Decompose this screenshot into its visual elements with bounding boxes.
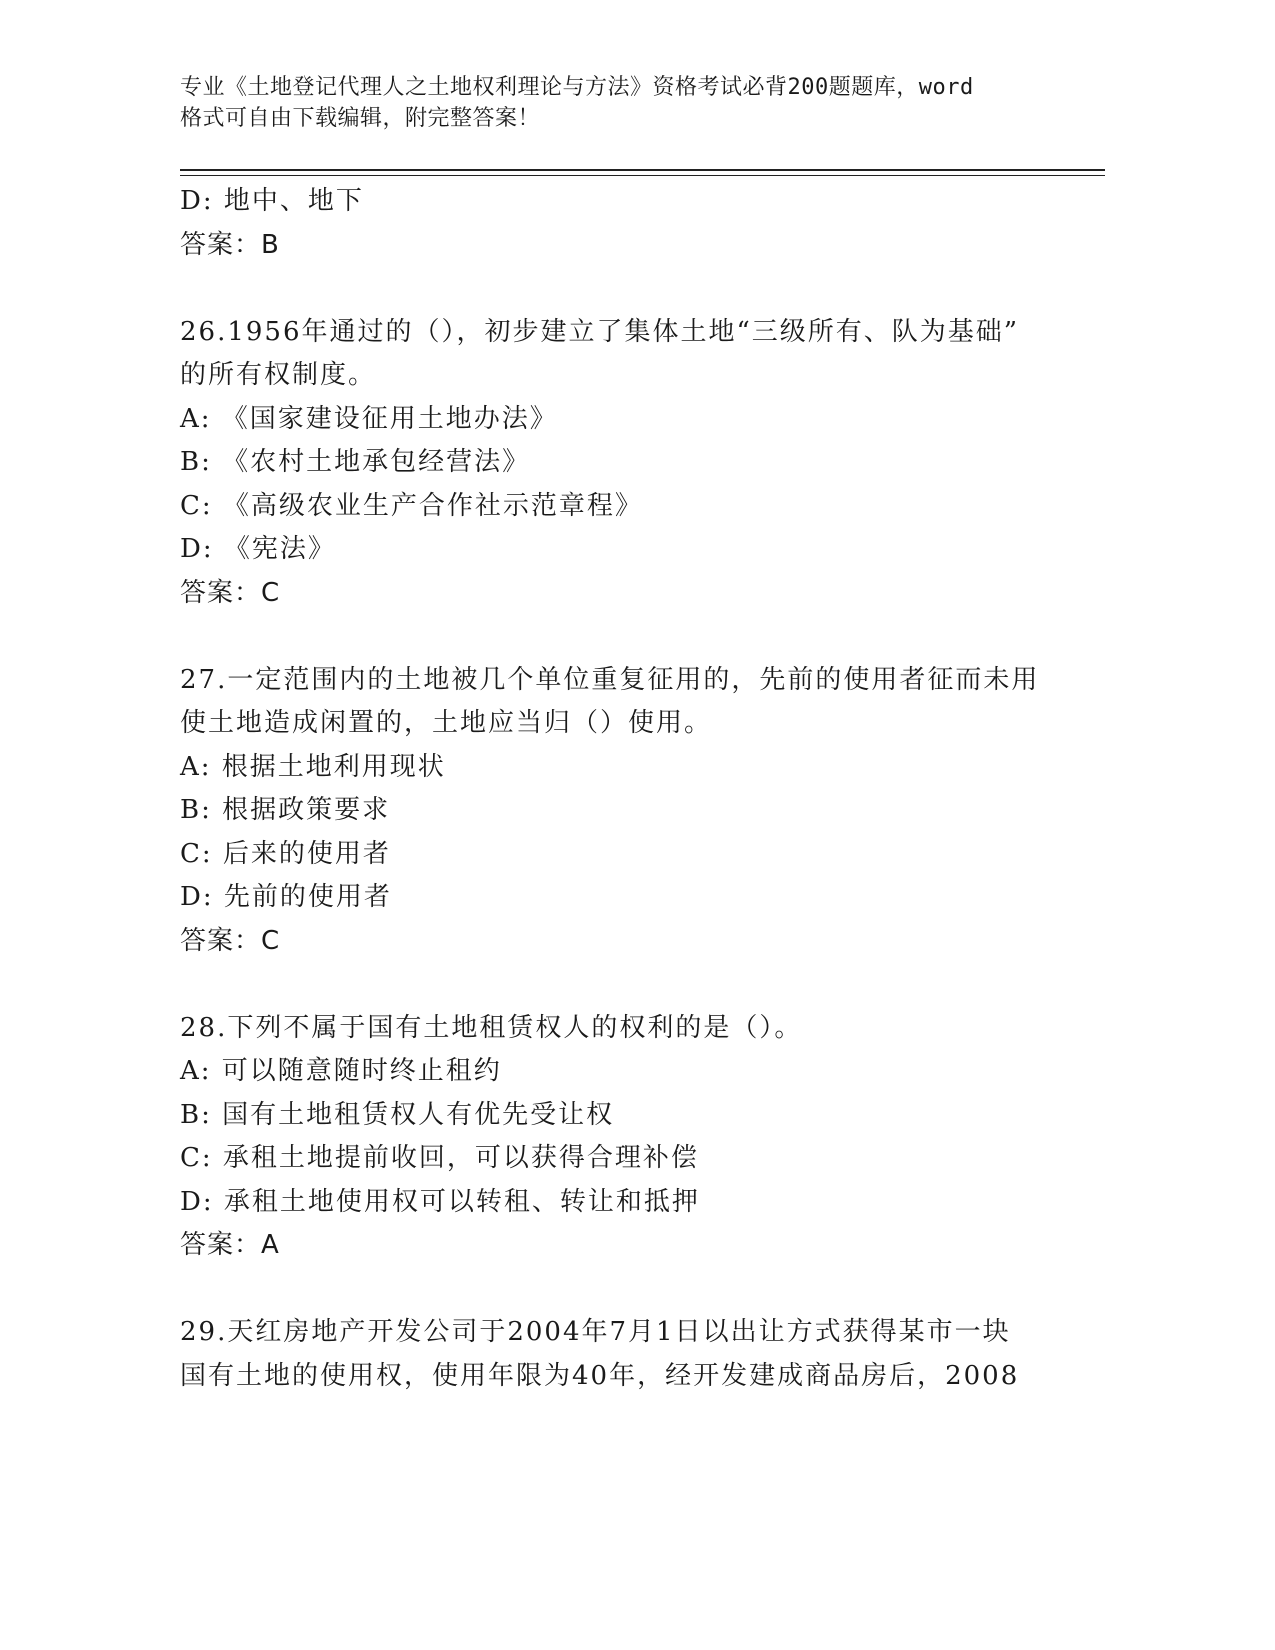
option-d: D: 《宪法》: [180, 534, 336, 564]
question-stem-line-1: 27.一定范围内的土地被几个单位重复征用的，先前的使用者征而未用: [180, 664, 1040, 695]
option-c: C: 《高级农业生产合作社示范章程》: [180, 490, 643, 521]
question-28: [180, 1007, 1060, 1268]
header-title-line-2: 格式可自由下载编辑，附完整答案！: [180, 106, 541, 131]
spacer: [180, 267, 1060, 311]
header-title-line-1: 专业《土地登记代理人之土地权利理论与方法》资格考试必背200题题库，word: [180, 75, 974, 100]
question-26: [180, 311, 1060, 616]
question-29: [180, 1311, 1060, 1398]
spacer: [180, 963, 1060, 1007]
question-25-tail: [180, 180, 1060, 267]
option-b: B: 国有土地租赁权人有优先受让权: [180, 1099, 615, 1130]
question-list: [180, 180, 1060, 1398]
question-stem-line-1: 26.1956年通过的（），初步建立了集体土地“三级所有、队为基础”: [180, 316, 1020, 347]
question-stem-line-2: 的所有权制度。: [180, 360, 377, 390]
question-stem-line-1: 29.天红房地产开发公司于2004年7月1日以出让方式获得某市一块: [180, 1317, 1011, 1347]
option-c: C: 后来的使用者: [180, 838, 391, 869]
header-divider-thick: [180, 169, 1105, 171]
option-b: B: 根据政策要求: [180, 795, 391, 825]
option-a: A: 根据土地利用现状: [180, 751, 446, 782]
question-stem-line-2: 国有土地的使用权，使用年限为40年，经开发建成商品房后，2008: [180, 1360, 1020, 1391]
question-stem-line-1: 28.下列不属于国有土地租赁权人的权利的是（）。: [180, 1012, 803, 1043]
option-d: D: 先前的使用者: [180, 882, 392, 912]
option-b: B: 《农村土地承包经营法》: [180, 447, 531, 477]
question-27: [180, 659, 1060, 964]
answer: 答案：C: [180, 577, 281, 608]
option-d: D: 承租土地使用权可以转租、转让和抵押: [180, 1186, 700, 1217]
question-stem-line-2: 使土地造成闲置的，土地应当归（）使用。: [180, 708, 713, 738]
option-a: A: 《国家建设征用土地办法》: [180, 403, 558, 434]
spacer: [180, 1268, 1060, 1312]
option-d: D: 地中、地下: [180, 186, 364, 216]
spacer: [180, 615, 1060, 659]
document-header: [180, 72, 1080, 134]
answer: 答案：A: [180, 1230, 280, 1260]
header-divider-thin: [180, 175, 1105, 176]
option-a: A: 可以随意随时终止租约: [180, 1056, 502, 1086]
answer: 答案：B: [180, 229, 280, 260]
option-c: C: 承租土地提前收回，可以获得合理补偿: [180, 1143, 699, 1173]
answer: 答案：C: [180, 925, 281, 956]
